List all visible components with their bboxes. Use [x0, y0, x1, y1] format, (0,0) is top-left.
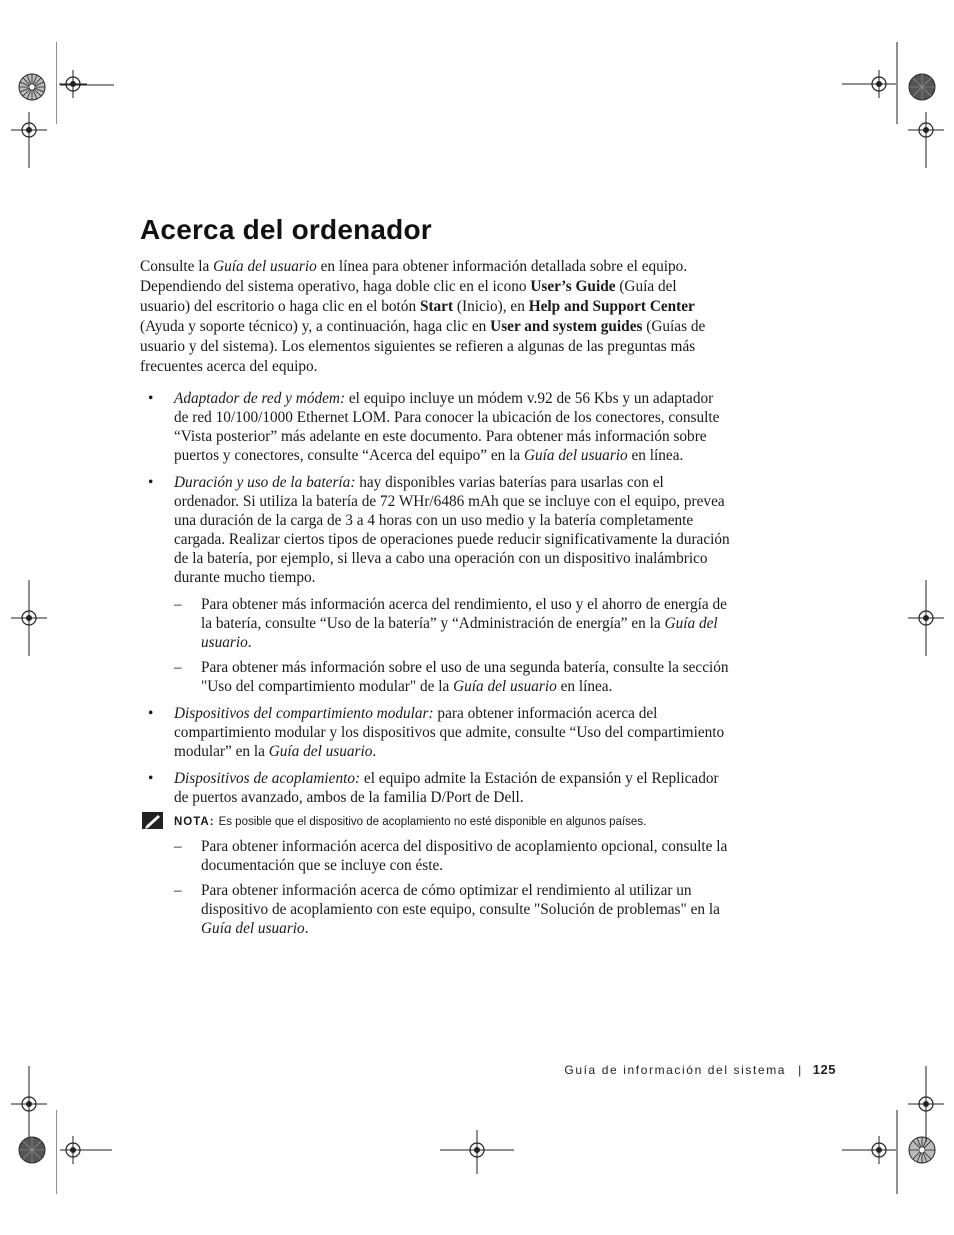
user-guide-ref: Guía del usuario [201, 920, 305, 937]
crosshair-mark-icon [908, 580, 944, 656]
intro-text: (Ayuda y soporte técnico) y, a continuación, haga clic en [140, 318, 491, 335]
crosshair-mark-icon [56, 42, 90, 124]
crosshair-mark-icon [842, 42, 898, 124]
item-label: Dispositivos del compartimiento modular: [174, 705, 434, 722]
sub-list-item [174, 658, 730, 696]
list-item [140, 473, 730, 696]
item-text: en línea. [556, 678, 613, 695]
page-title: Acerca del ordenador [140, 214, 432, 245]
help-center-label: Help and Support Center [528, 298, 695, 315]
item-text: hay disponibles varias baterías para usarlas con el ordenador. Si utiliza la batería de 72 WHr/6486 mAh que se incluye con el equipo, prevea una duración de la carga de 3 a 4 horas con un uso medio y la batería completamente cargada. Realizar ciertos tipos de operaciones puede reducir significativamente la duración de la batería, por ejemplo, si lleva a cabo una operación con un dispositivo inalámbrico durante mucho tiempo. [174, 474, 730, 586]
users-guide-icon-label: User’s Guide [530, 278, 616, 295]
start-button-label: Start [419, 298, 454, 315]
user-guide-ref: Guía del usuario [523, 447, 628, 464]
note-pencil-icon [142, 811, 164, 837]
list-item [140, 704, 730, 761]
sub-list-item [174, 837, 730, 875]
item-label: Duración y uso de la batería: [174, 474, 356, 491]
list-item [140, 769, 730, 807]
dash-icon: – [174, 659, 182, 676]
user-guide-ref: Guía del usuario [453, 678, 557, 695]
dash-icon: – [174, 838, 182, 855]
crosshair-mark-icon [11, 580, 47, 656]
footer-guide-title: Guía de información del sistema [564, 1063, 787, 1077]
faq-list [140, 389, 730, 807]
bullet-icon: • [148, 474, 154, 491]
registration-mark-icon [17, 1135, 47, 1165]
crosshair-mark-icon [440, 1126, 514, 1176]
list-item [140, 389, 730, 465]
footer-separator: | [798, 1063, 803, 1077]
note-callout [140, 813, 730, 831]
item-text: . [247, 634, 252, 651]
item-label: Adaptador de red y módem: [174, 390, 346, 407]
item-text: para obtener información acerca del compartimiento modular y los dispositivos que admite, consulte “Uso del compartimiento modular” en la [174, 705, 725, 760]
system-guides-label: User and system guides [490, 318, 643, 335]
intro-text: Consulte la [140, 258, 214, 275]
intro-paragraph [140, 257, 730, 377]
note-text: Es posible que el dispositivo de acoplamiento no esté disponible en algunos países. [218, 816, 647, 828]
crosshair-mark-icon [908, 1066, 944, 1142]
note-label: NOTA: [174, 816, 215, 828]
page-body [140, 257, 730, 944]
crosshair-mark-icon [60, 84, 114, 86]
page-footer [564, 1062, 836, 1077]
intro-text: (Guías de usuario y del sistema). Los elementos siguientes se refieren a algunas de las preguntas más frecuentes acerca del equipo. [140, 318, 706, 375]
sub-list-item [174, 595, 730, 652]
item-text: . [372, 743, 377, 760]
note-section [140, 813, 730, 938]
intro-text: en línea para obtener información detallada sobre el equipo. Dependiendo del sistema operativo, haga doble clic en el icono [140, 258, 688, 295]
item-label: Dispositivos de acoplamiento: [174, 770, 361, 787]
bullet-icon: • [148, 770, 154, 787]
crosshair-mark-icon [11, 112, 47, 168]
intro-text: (Guía del usuario) del escritorio o haga clic en el botón [140, 278, 677, 315]
sub-list [174, 595, 730, 696]
item-text: Para obtener información acerca del dispositivo de acoplamiento opcional, consulte la documentación que se incluye con éste. [201, 838, 728, 874]
user-guide-ref: Guía del usuario [213, 258, 317, 275]
dash-icon: – [174, 882, 182, 899]
dash-icon: – [174, 596, 182, 613]
item-text: el equipo incluye un módem v.92 de 56 Kbs y un adaptador de red 10/100/1000 Ethernet LOM. Para conocer la ubicación de los conectores, consulte “Vista posterior” más adelante en este documento. Para obtener más información sobre puertos y conectores, consulte “Acerca del equipo” en la [174, 390, 720, 464]
registration-mark-icon [17, 72, 47, 102]
user-guide-ref: Guía del usuario [201, 615, 718, 651]
user-guide-ref: Guía del usuario [268, 743, 373, 760]
item-text: el equipo admite la Estación de expansión y el Replicador de puertos avanzado, ambos de la familia D/Port de Dell. [174, 770, 719, 806]
item-text: en línea. [627, 447, 684, 464]
item-text: Para obtener información acerca de cómo optimizar el rendimiento al utilizar un dispositivo de acoplamiento con este equipo, consulte "Solución de problemas" en la [201, 882, 720, 918]
sub-list [174, 837, 730, 938]
crosshair-mark-icon [908, 112, 944, 168]
crosshair-mark-icon [842, 1110, 898, 1194]
registration-mark-icon [907, 72, 937, 102]
item-text: Para obtener más información acerca del rendimiento, el uso y el ahorro de energía de la batería, consulte “Uso de la batería” y “Administración de energía” en la [201, 596, 727, 632]
page-number: 125 [812, 1062, 836, 1077]
item-text: . [304, 920, 309, 937]
crosshair-mark-icon [56, 1110, 112, 1194]
sub-list-item [174, 881, 730, 938]
intro-text: (Inicio), en [453, 298, 529, 315]
bullet-icon: • [148, 390, 154, 407]
bullet-icon: • [148, 705, 154, 722]
crosshair-mark-icon [11, 1066, 47, 1142]
item-text: Para obtener más información sobre el uso de una segunda batería, consulte la sección "Uso del compartimiento modular" de la [201, 659, 729, 695]
